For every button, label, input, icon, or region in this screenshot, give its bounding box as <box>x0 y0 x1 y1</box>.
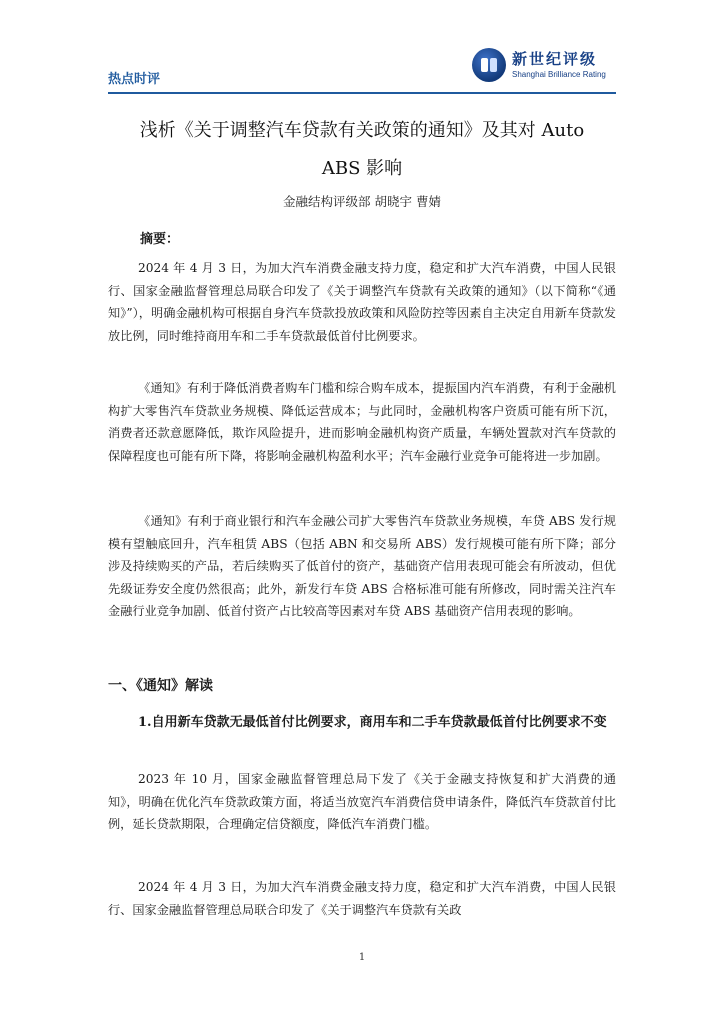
body-paragraph-text: 2024 年 4 月 3 日，为加大汽车消费金融支持力度，稳定和扩大汽车消费，中国人民银行、国家金融监督管理总局联合印发了《关于调整汽车贷款有关政 <box>108 880 616 917</box>
body-paragraph-text: 2023 年 10 月，国家金融监督管理总局下发了《关于金融支持恢复和扩大消费的通知》，明确在优化汽车贷款政策方面，将适当放宽汽车消费信贷申请条件，降低汽车贷款首付比例，延长贷款期限，合理确定信贷额度，降低汽车消费门槛。 <box>108 772 616 831</box>
abstract-label: 摘要： <box>140 232 180 247</box>
section-tag: 热点时评 <box>108 72 161 87</box>
title-line-2: ABS 影响 <box>321 158 403 179</box>
subsection-heading: 1.自用新车贷款无最低首付比例要求，商用车和二手车贷款最低首付比例要求不变 <box>138 715 607 730</box>
body-paragraph <box>108 876 616 921</box>
logo-glyph-icon <box>478 54 500 76</box>
abstract-paragraph <box>108 257 616 347</box>
abstract-paragraph-text: 2024 年 4 月 3 日，为加大汽车消费金融支持力度，稳定和扩大汽车消费，中国人民银行、国家金融监督管理总局联合印发了《关于调整汽车贷款有关政策的通知》（以下简称“《通知》”），明确金融机构可根据自身汽车贷款投放政策和风险防控等因素自主决定自用新车贷款发放比例，同时维持商用车和二手车贷款最低首付比例要求。 <box>108 261 616 343</box>
abstract-paragraph <box>108 510 616 623</box>
logo-name-cn: 新世纪评级 <box>512 50 598 68</box>
title-line-1: 浅析《关于调整汽车贷款有关政策的通知》及其对 Auto <box>139 120 585 141</box>
abstract-paragraph-text: 《通知》有利于降低消费者购车门槛和综合购车成本，提振国内汽车消费，有利于金融机构扩大零售汽车贷款业务规模、降低运营成本；与此同时，金融机构客户资质可能有所下沉，消费者还款意愿降低，欺诈风险提升，进而影响金融机构资产质量，车辆处置款对汽车贷款的保障程度也可能有所下降，将影响金融机构盈利水平；汽车金融行业竞争可能将进一步加剧。 <box>108 381 616 463</box>
brilliance-logo-icon <box>472 48 506 82</box>
abstract-paragraph-text: 《通知》有利于商业银行和汽车金融公司扩大零售汽车贷款业务规模，车贷 ABS 发行规模有望触底回升，汽车租赁 ABS（包括 ABN 和交易所 ABS）发行规模可能有所下降；部分涉及持续购买的产品，若后续购买了低首付的资产，基础资产信用表现可能会有所波动，但优先级证券安全度仍然很高；此外，新发行车贷 ABS 合格标准可能有所修改，同时需关注汽车金融行业竞争加剧、低首付资产占比较高等因素对车贷 ABS 基础资产信用表现的影响。 <box>108 514 616 618</box>
header-divider <box>108 92 616 94</box>
article-title <box>108 112 616 188</box>
article-authors: 金融结构评级部 胡晓宇 曹婧 <box>283 194 441 209</box>
section-heading: 一、《通知》解读 <box>108 678 213 694</box>
page-number: 1 <box>358 952 366 963</box>
body-paragraph <box>108 768 616 836</box>
logo-name-en: Shanghai Brilliance Rating <box>512 70 606 79</box>
abstract-paragraph <box>108 377 616 467</box>
